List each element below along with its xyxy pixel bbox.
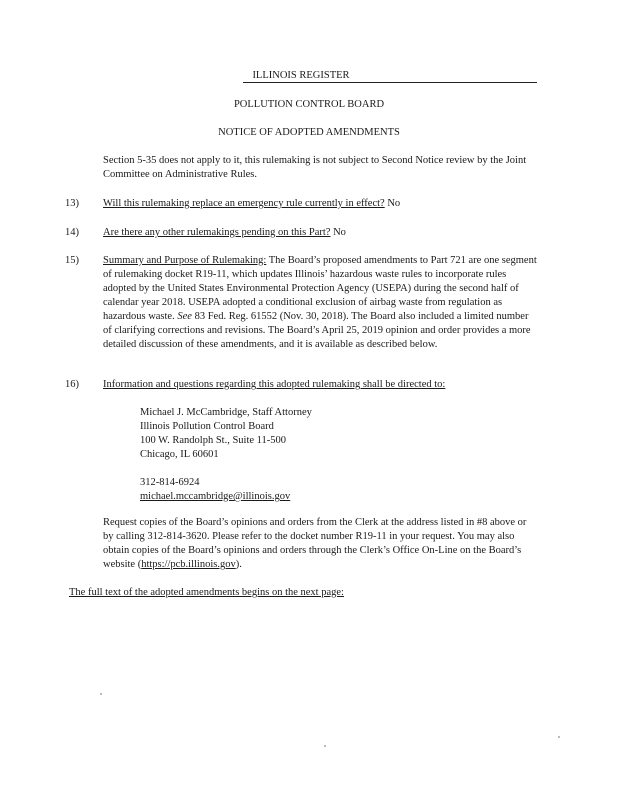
request-text-a: Request copies of the Board’s opinions and orders from the Clerk at the address listed in #8 above or by calling 312-814-3620. Please refer to the docket number R19-11 in your request. You may also obtain copies of the Board’s opinions and orders through the Clerk’s Office On-Line on the Board’s website ( xyxy=(103,517,527,570)
contact-city: Chicago, IL 60601 xyxy=(140,449,219,460)
item-15 xyxy=(103,254,537,352)
register-title-text: ILLINOIS REGISTER xyxy=(252,70,350,81)
item-14-number: 14) xyxy=(65,227,79,238)
item-16 xyxy=(103,378,543,392)
item-13-answer: No xyxy=(387,198,401,209)
contact-name: Michael J. McCambridge, Staff Attorney xyxy=(140,407,312,418)
footer-line xyxy=(69,586,344,600)
scan-speck xyxy=(558,736,560,738)
contact-email-row xyxy=(140,490,500,504)
contact-street: 100 W. Randolph St., Suite 11-500 xyxy=(140,435,287,446)
header-rule xyxy=(243,82,537,83)
item-13-number: 13) xyxy=(65,198,79,209)
item-15-text-b: 83 Fed. Reg. 61552 (Nov. 30, 2018). The Board also included a limited number of clarifying corrections and revisions. The Board’s April 25, 2019 opinion and order provides a more detailed discussion of these amendments, and it is available as described below. xyxy=(103,311,531,350)
item-16-question: Information and questions regarding this adopted rulemaking shall be directed to: xyxy=(103,379,446,390)
board-title: POLLUTION CONTROL BOARD xyxy=(233,99,385,110)
item-14-answer: No xyxy=(333,227,346,238)
item-13-question: Will this rulemaking replace an emergency rule currently in effect? xyxy=(103,198,385,209)
item-15-heading: Summary and Purpose of Rulemaking: xyxy=(103,255,267,266)
item-13 xyxy=(103,197,543,211)
footer-text: The full text of the adopted amendments begins on the next page: xyxy=(69,587,344,598)
request-text-b: ). xyxy=(235,559,242,570)
item-14-question: Are there any other rulemakings pending on this Part? xyxy=(103,227,331,238)
contact-email-link[interactable]: michael.mccambridge@illinois.gov xyxy=(140,491,291,502)
request-paragraph xyxy=(103,516,539,572)
item-15-text-a: The Board’s proposed amendments to Part 721 are one segment of rulemaking docket R19-11, which updates Illinois’ hazardous waste rules to incorporate rules adopted by the United States Environmental Protection Agency (USEPA) during the second half of calendar year 2018. USEPA adopted a conditional exclusion of airbag waste from regulation as hazardous waste. xyxy=(103,255,537,322)
website-link[interactable]: https://pcb.illinois.gov xyxy=(141,559,236,570)
notice-title: NOTICE OF ADOPTED AMENDMENTS xyxy=(218,127,400,138)
item-15-see: See xyxy=(177,311,192,322)
contact-org: Illinois Pollution Control Board xyxy=(140,421,274,432)
item-14 xyxy=(103,226,543,240)
item-15-number: 15) xyxy=(65,255,79,266)
scan-speck xyxy=(324,745,326,747)
intro-paragraph: Section 5-35 does not apply to it, this rulemaking is not subject to Second Notice review by the Joint Committee on Administrative Rules. xyxy=(103,155,527,180)
item-16-number: 16) xyxy=(65,379,79,390)
contact-phone: 312-814-6924 xyxy=(140,477,200,488)
scan-speck xyxy=(100,693,102,695)
register-title xyxy=(0,69,618,83)
